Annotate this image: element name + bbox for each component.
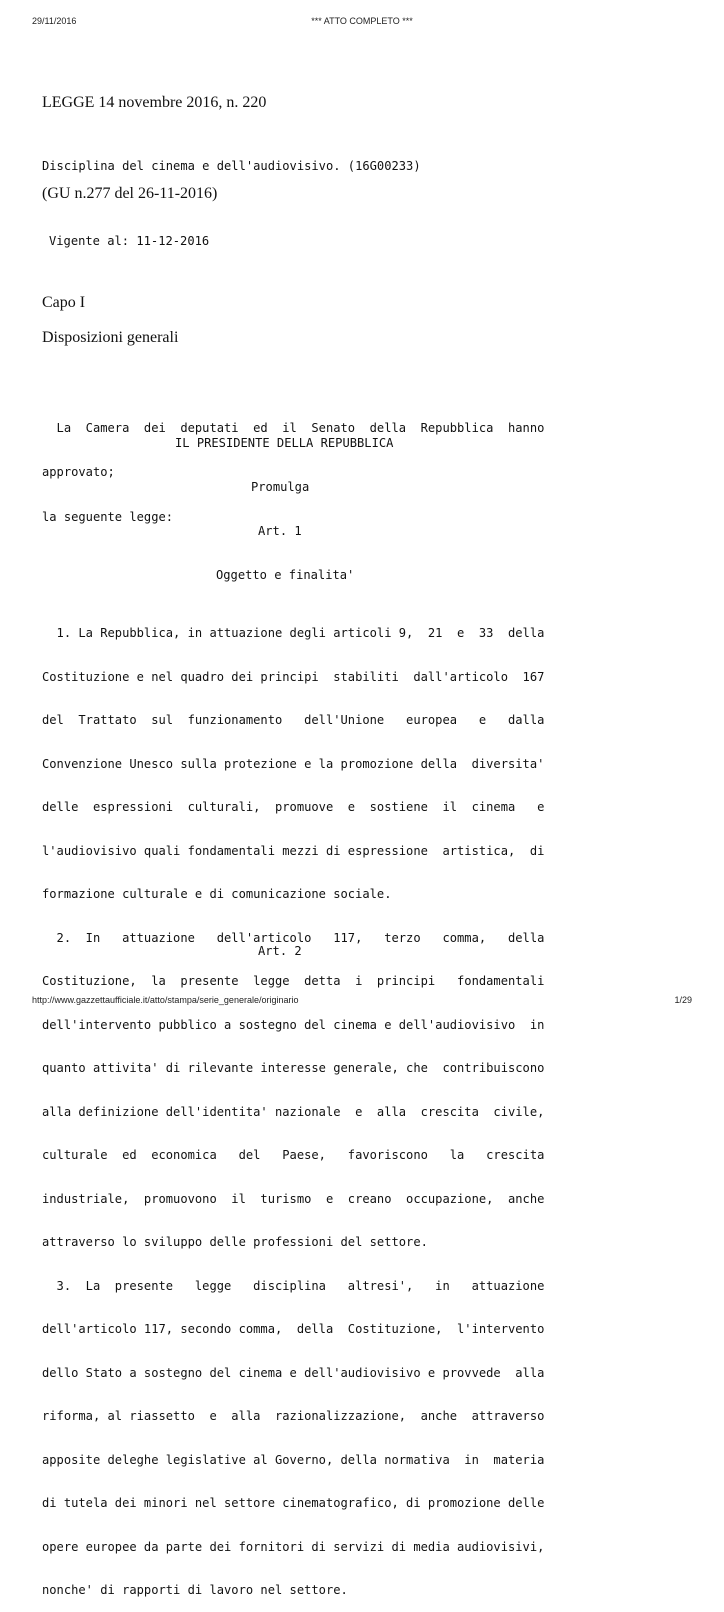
president-heading: IL PRESIDENTE DELLA REPUBBLICA [175,436,394,450]
promulga-heading: Promulga [251,480,310,494]
text-line: opere europee da parte dei fornitori di servizi di media audiovisivi, [42,1539,545,1554]
text-line: alla definizione dell'identita' nazionale e alla crescita civile, [42,1104,545,1119]
article-1-title: Oggetto e finalita' [216,568,355,582]
text-line: attraverso lo sviluppo delle professioni del settore. [42,1235,428,1249]
chapter-title: Disposizioni generali [42,329,179,346]
text-line: l'audiovisivo quali fondamentali mezzi di espressione artistica, di [42,843,545,858]
article-1-body [42,597,544,1612]
print-date: 29/11/2016 [32,16,77,26]
text-line: approvato; [42,464,115,479]
text-line: quanto attivita' di rilevante interesse generale, che contribuiscono [42,1061,545,1075]
vigente-date: Vigente al: 11-12-2016 [49,234,210,248]
text-line: culturale ed economica del Paese, favoriscono la crescita [42,1148,545,1162]
law-title: LEGGE 14 novembre 2016, n. 220 [42,94,267,111]
text-line: La Camera dei deputati ed il Senato della Repubblica hanno [42,421,545,435]
law-subtitle: Disciplina del cinema e dell'audiovisivo. (16G00233) [42,159,421,173]
text-line: del Trattato sul funzionamento dell'Unione europea e dalla [42,713,545,727]
article-1-label: Art. 1 [258,524,302,538]
text-line: 1. La Repubblica, in attuazione degli articoli 9, 21 e 33 della [42,626,545,640]
chapter-number: Capo I [42,294,86,311]
text-line: Costituzione, la presente legge detta i principi fondamentali [42,974,545,988]
source-url: http://www.gazzettaufficiale.it/atto/stampa/serie_generale/originario [32,995,299,1005]
text-line: 2. In attuazione dell'articolo 117, terzo comma, della [42,930,545,945]
text-line: dell'intervento pubblico a sostegno del cinema e dell'audiovisivo in [42,1017,545,1032]
text-line: riforma, al riassetto e alla razionalizzazione, anche attraverso [42,1409,545,1423]
print-header-title: *** ATTO COMPLETO *** [311,16,413,26]
page-number: 1/29 [674,995,692,1005]
text-line: nonche' di rapporti di lavoro nel settore. [42,1583,348,1597]
gazette-reference: (GU n.277 del 26-11-2016) [42,185,218,202]
text-line: 3. La presente legge disciplina altresi', in attuazione [42,1278,545,1293]
text-line: Convenzione Unesco sulla protezione e la promozione della diversita' [42,756,545,771]
article-2-label: Art. 2 [258,944,302,958]
text-line: delle espressioni culturali, promuove e sostiene il cinema e [42,800,545,814]
text-line: apposite deleghe legislative al Governo, della normativa in materia [42,1452,545,1467]
text-line: formazione culturale e di comunicazione sociale. [42,887,392,901]
text-line: industriale, promuovono il turismo e creano occupazione, anche [42,1191,545,1206]
following-law-text: la seguente legge: [42,510,174,524]
text-line: di tutela dei minori nel settore cinematografico, di promozione delle [42,1496,545,1510]
text-line: dello Stato a sostegno del cinema e dell'audiovisivo e provvede alla [42,1365,545,1380]
text-line: dell'articolo 117, secondo comma, della Costituzione, l'intervento [42,1322,545,1336]
text-line: Costituzione e nel quadro dei principi stabiliti dall'articolo 167 [42,669,545,684]
